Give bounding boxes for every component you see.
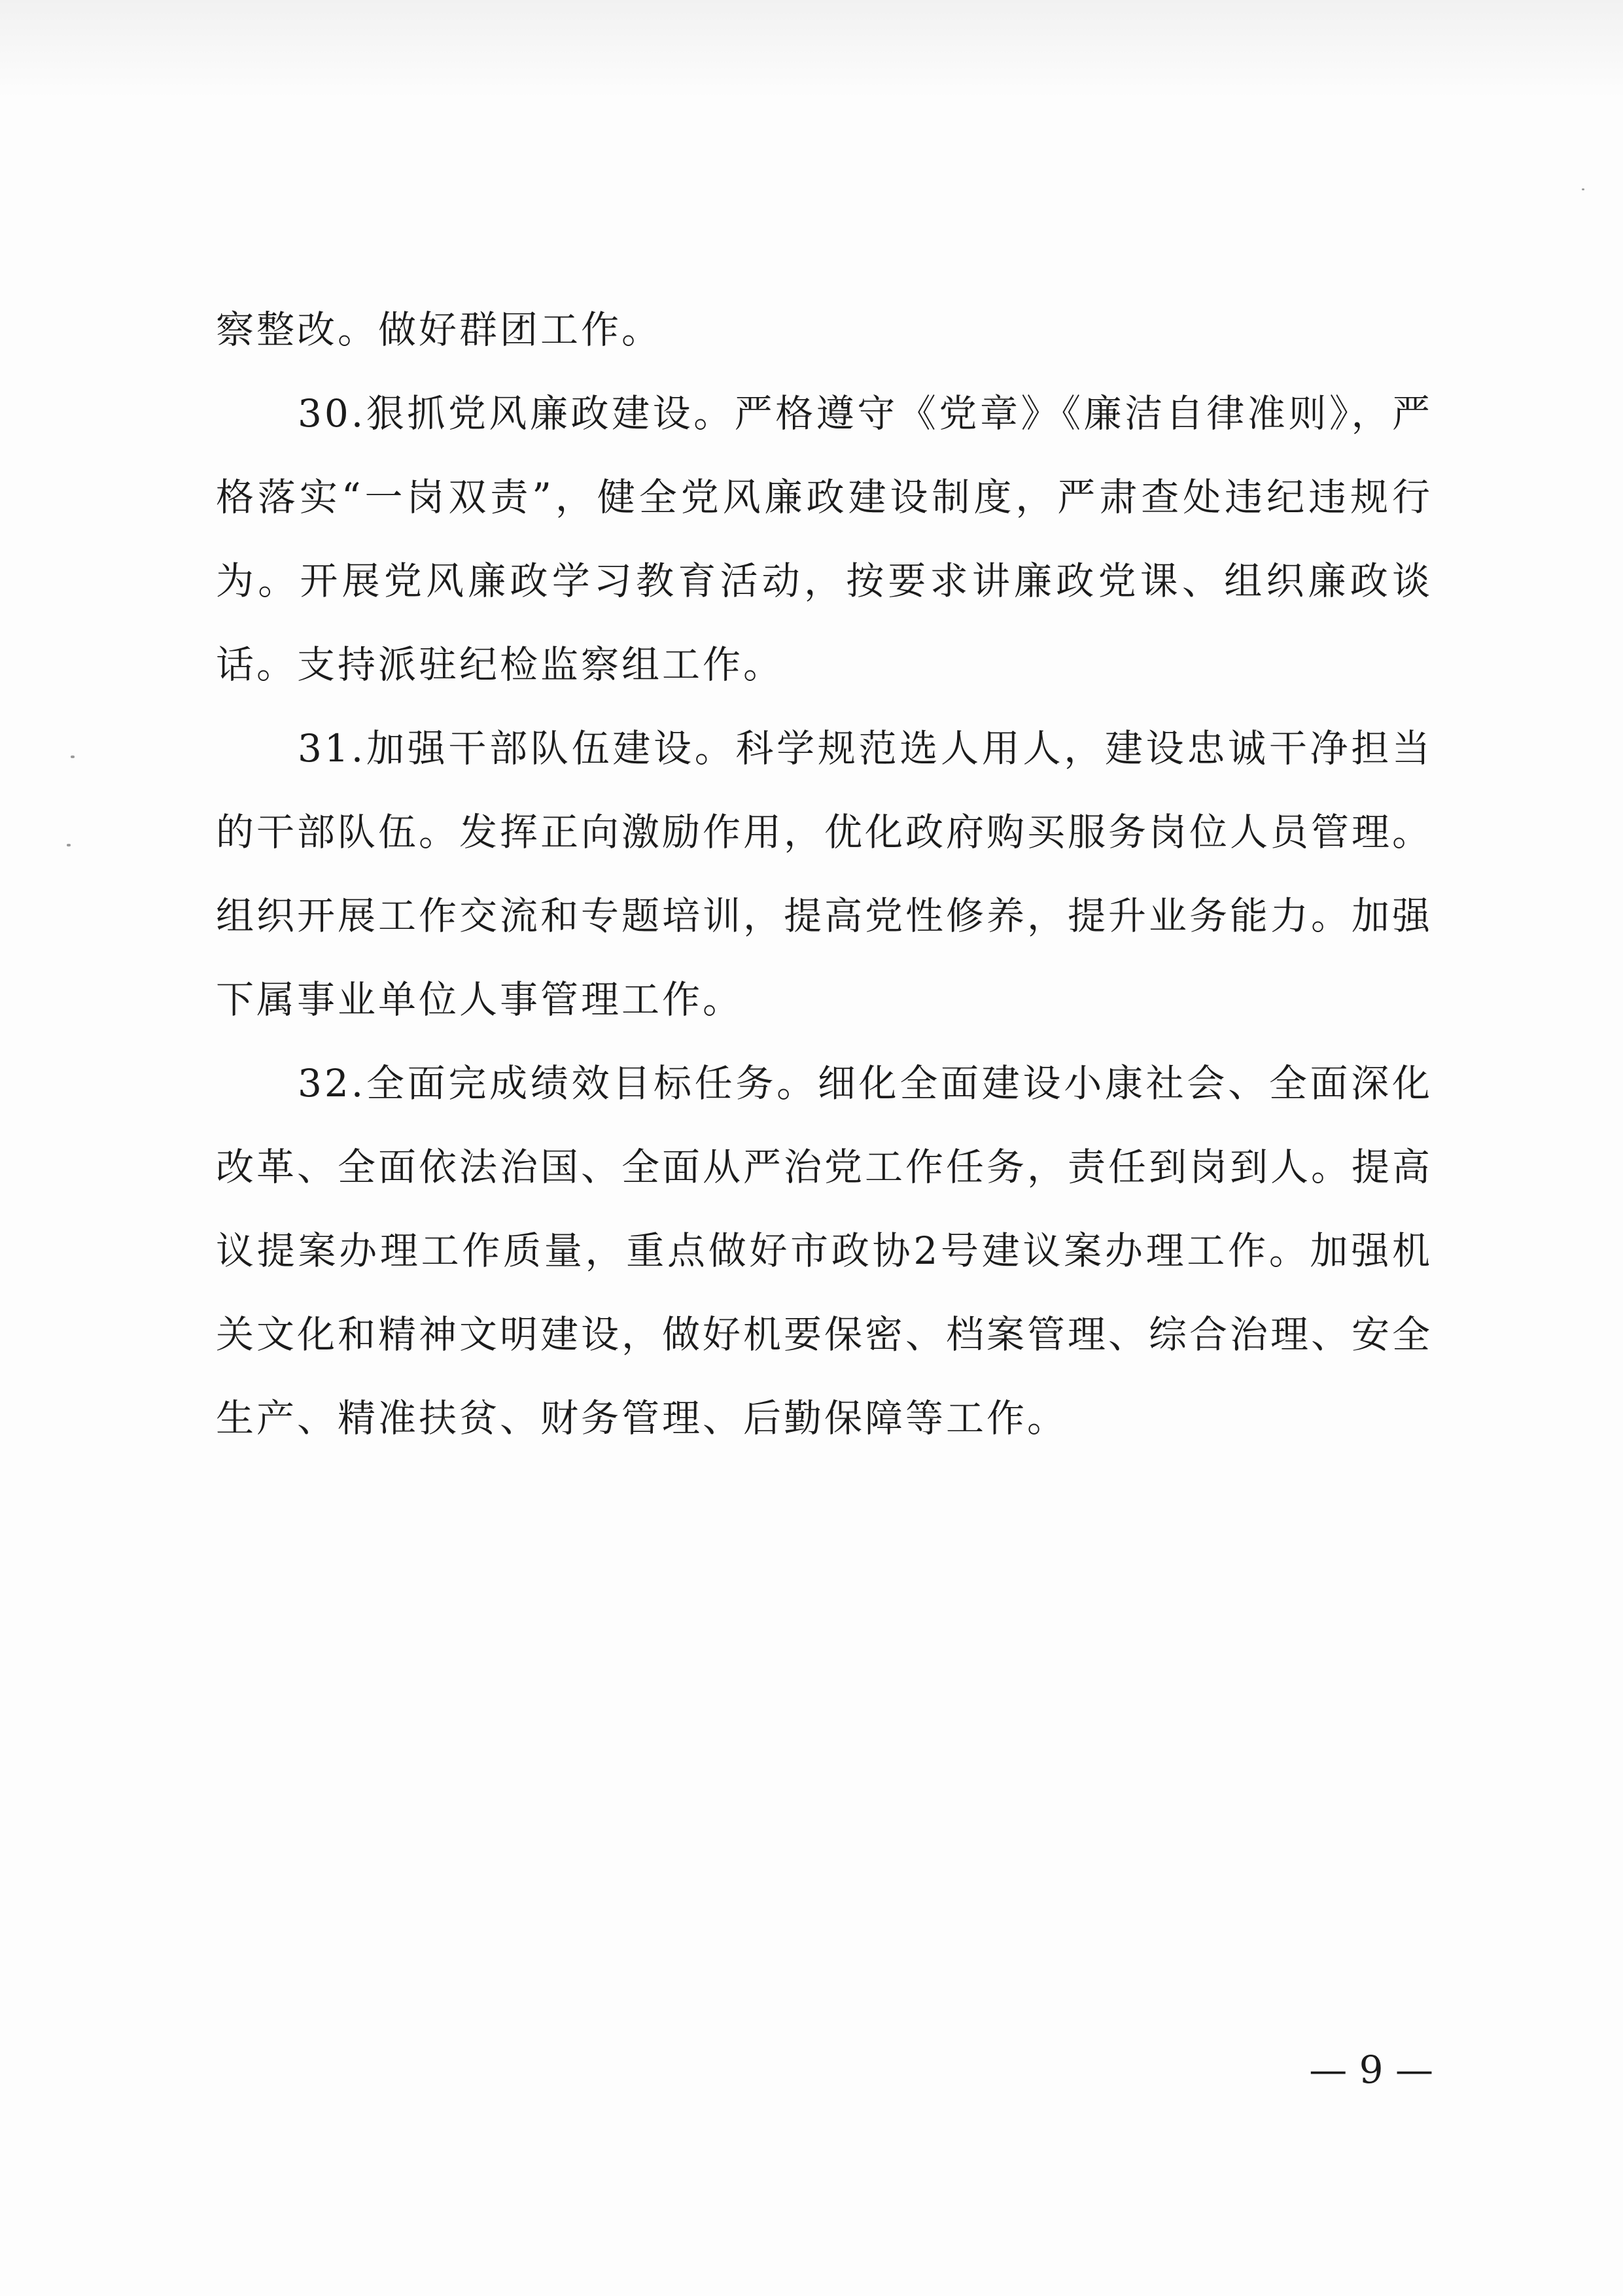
scan-shadow <box>0 0 1623 98</box>
scan-speck <box>1582 188 1584 190</box>
body-text <box>216 288 1433 1460</box>
paragraph-item-32: 32.全面完成绩效目标任务。细化全面建设小康社会、全面深化改革、全面依法治国、全面从严治党工作任务，责任到岗到人。提高议提案办理工作质量，重点做好市政协2号建议案办理工作。加强机关文化和精神文明建设，做好机要保密、档案管理、综合治理、安全生产、精准扶贫、财务管理、后勤保障等工作。 <box>216 1061 1433 1440</box>
scan-speck <box>67 844 71 846</box>
paragraph-item-30: 30.狠抓党风廉政建设。严格遵守《党章》《廉洁自律准则》，严格落实“一岗双责”，健全党风廉政建设制度，严肃查处违纪违规行为。开展党风廉政学习教育活动，按要求讲廉政党课、组织廉政谈话。支持派驻纪检监察组工作。 <box>216 391 1433 687</box>
page-number: — 9 — <box>1309 2047 1433 2092</box>
paragraph-item-31: 31.加强干部队伍建设。科学规范选人用人，建设忠诚干净担当的干部队伍。发挥正向激励作用，优化政府购买服务岗位人员管理。组织开展工作交流和专题培训，提高党性修养，提升业务能力。加强下属事业单位人事管理工作。 <box>216 726 1433 1022</box>
scan-speck <box>71 756 75 758</box>
paragraph-continuation: 察整改。做好群团工作。 <box>216 307 663 352</box>
